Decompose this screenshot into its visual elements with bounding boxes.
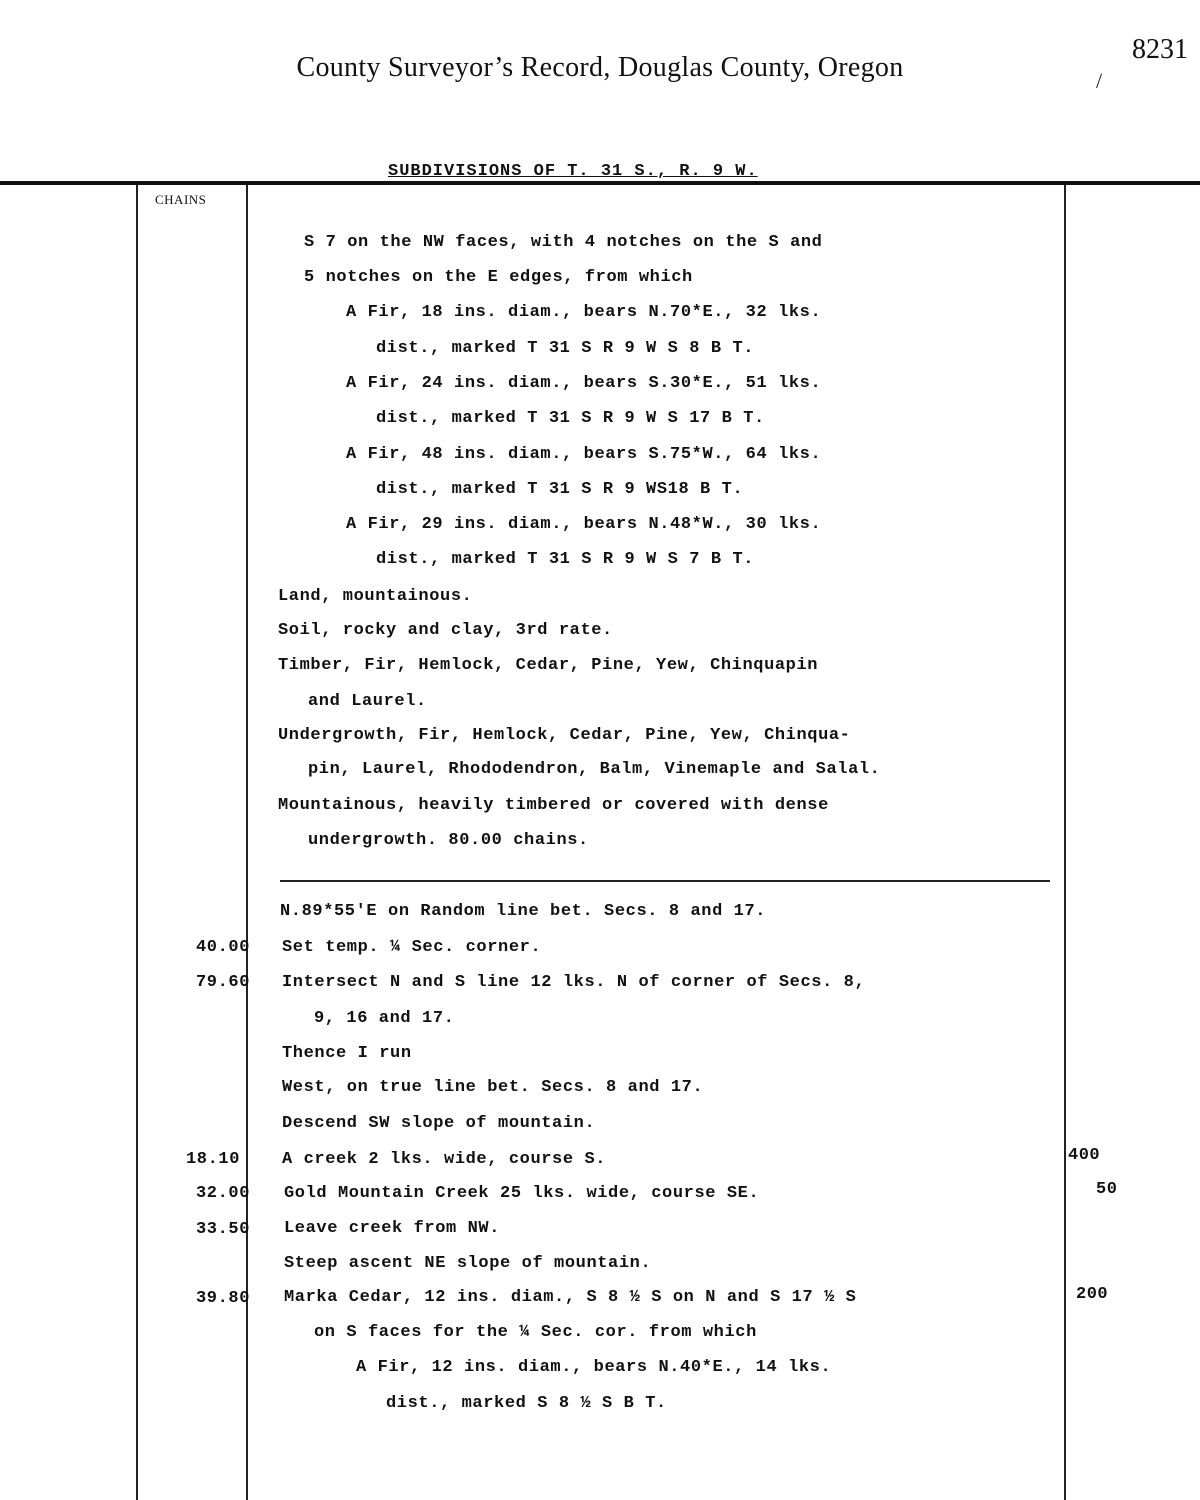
record-line: on S faces for the ¼ Sec. cor. from which xyxy=(314,1323,757,1342)
chain-value: 33.50 xyxy=(195,1220,250,1239)
record-line: Land, mountainous. xyxy=(278,587,473,606)
record-line: dist., marked T 31 S R 9 W S 7 B T. xyxy=(376,550,755,569)
record-line: A creek 2 lks. wide, course S. xyxy=(282,1150,607,1169)
record-line: dist., marked S 8 ½ S B T. xyxy=(386,1394,667,1413)
record-line: Undergrowth, Fir, Hemlock, Cedar, Pine, Yew, Chinqua- xyxy=(278,726,851,745)
page-number: 8231 xyxy=(1132,34,1188,65)
record-line: A Fir, 24 ins. diam., bears S.30*E., 51 lks. xyxy=(346,374,822,393)
chain-value: 18.10 xyxy=(185,1150,240,1169)
record-line: Leave creek from NW. xyxy=(284,1219,501,1238)
record-line: Mountainous, heavily timbered or covered with dense xyxy=(278,796,829,815)
record-line: dist., marked T 31 S R 9 W S 8 B T. xyxy=(376,339,755,358)
record-line: A Fir, 18 ins. diam., bears N.70*E., 32 lks. xyxy=(346,303,822,322)
margin-check-mark: / xyxy=(1096,68,1103,93)
record-line: Set temp. ¼ Sec. corner. xyxy=(282,938,542,957)
record-line: Steep ascent NE slope of mountain. xyxy=(284,1254,652,1273)
header-rule xyxy=(0,181,1200,185)
chain-value: 40.00 xyxy=(195,938,250,957)
record-line: Marka Cedar, 12 ins. diam., S 8 ½ S on N and S 17 ½ S xyxy=(284,1288,857,1307)
record-line: dist., marked T 31 S R 9 W S 17 B T. xyxy=(376,409,765,428)
right-margin-line xyxy=(1064,185,1066,1500)
margin-elevation-note: 50 xyxy=(1096,1180,1118,1199)
record-line: S 7 on the NW faces, with 4 notches on the S and xyxy=(304,233,823,252)
record-line: Timber, Fir, Hemlock, Cedar, Pine, Yew, Chinquapin xyxy=(278,656,819,675)
chain-value: 32.00 xyxy=(195,1184,250,1203)
record-line: Thence I run xyxy=(282,1044,412,1063)
chains-column-header: CHAINS xyxy=(155,192,207,207)
section-separator xyxy=(280,880,1050,882)
record-line: pin, Laurel, Rhododendron, Balm, Vinemaple and Salal. xyxy=(308,760,881,779)
record-line: dist., marked T 31 S R 9 WS18 B T. xyxy=(376,480,744,499)
record-line: A Fir, 48 ins. diam., bears S.75*W., 64 lks. xyxy=(346,445,822,464)
record-line: A Fir, 12 ins. diam., bears N.40*E., 14 lks. xyxy=(356,1358,832,1377)
record-line: Intersect N and S line 12 lks. N of corner of Secs. 8, xyxy=(282,973,866,992)
record-line: West, on true line bet. Secs. 8 and 17. xyxy=(282,1078,704,1097)
record-line: Descend SW slope of mountain. xyxy=(282,1114,596,1133)
margin-elevation-note: 200 xyxy=(1076,1285,1109,1304)
record-line: and Laurel. xyxy=(308,692,427,711)
chain-value: 79.60 xyxy=(195,973,250,992)
record-line: Soil, rocky and clay, 3rd rate. xyxy=(278,621,613,640)
section-title: SUBDIVISIONS OF T. 31 S., R. 9 W. xyxy=(388,162,758,181)
left-border-line xyxy=(136,185,138,1500)
record-line: 9, 16 and 17. xyxy=(314,1009,455,1028)
margin-elevation-note: 400 xyxy=(1068,1146,1101,1165)
record-line: undergrowth. 80.00 chains. xyxy=(308,831,589,850)
record-line: 5 notches on the E edges, from which xyxy=(304,268,693,287)
record-line: N.89*55'E on Random line bet. Secs. 8 and 17. xyxy=(280,902,767,921)
record-title: County Surveyor’s Record, Douglas County, Oregon xyxy=(296,52,904,83)
record-line: A Fir, 29 ins. diam., bears N.48*W., 30 lks. xyxy=(346,515,822,534)
record-line: Gold Mountain Creek 25 lks. wide, course SE. xyxy=(284,1184,760,1203)
chain-value: 39.80 xyxy=(195,1289,250,1308)
